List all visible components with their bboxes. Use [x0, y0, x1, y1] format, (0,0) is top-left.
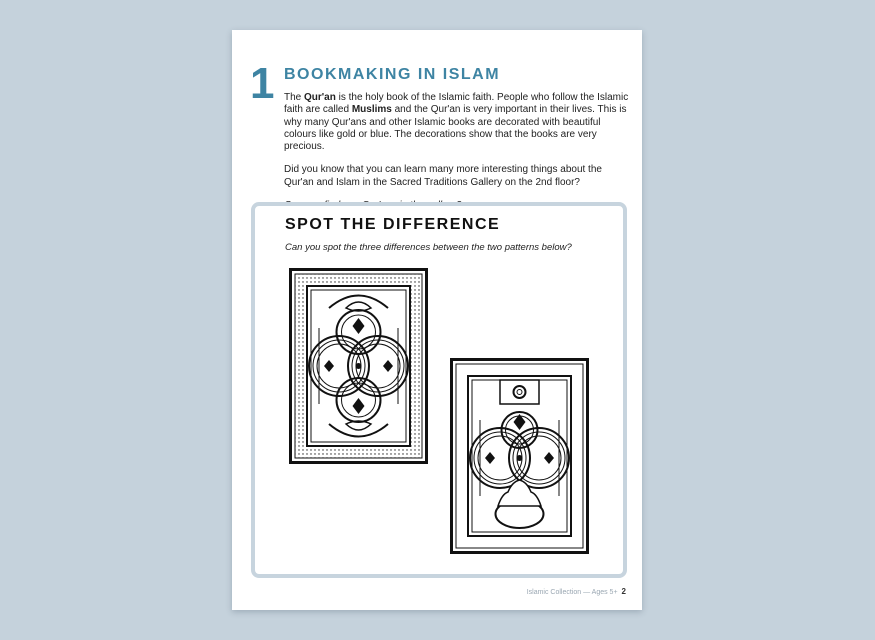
activity-question: Can you spot the three differences between the two patterns below?	[285, 242, 572, 253]
page-number: 2	[621, 587, 626, 596]
term-quran: Qur'an	[304, 92, 336, 103]
intro-paragraph-1: The Qur'an is the holy book of the Islamic faith. People who follow the Islamic faith are called Muslims and the Qur'an is very important in their lives. This is why many Qur'ans and other Islamic books are decorated with beautiful colours like gold or blue. The decorations show that the books are very precious.	[284, 92, 629, 153]
pattern-b-image	[450, 358, 589, 554]
term-muslims: Muslims	[351, 104, 392, 116]
section-title: BOOKMAKING IN ISLAM	[284, 66, 501, 83]
activity-title: SPOT THE DIFFERENCE	[285, 216, 501, 233]
intro-paragraph-2: Did you know that you can learn many more interesting things about the Qur'an and Islam in the Sacred Traditions Gallery on the 2nd floor?	[284, 164, 602, 188]
spot-the-difference-panel	[251, 202, 627, 578]
worksheet-page	[232, 30, 642, 610]
page-footer	[527, 587, 626, 596]
section-number: 1	[250, 59, 275, 108]
pattern-a-image	[289, 268, 428, 464]
footer-label: Islamic Collection — Ages 5+	[526, 589, 618, 596]
